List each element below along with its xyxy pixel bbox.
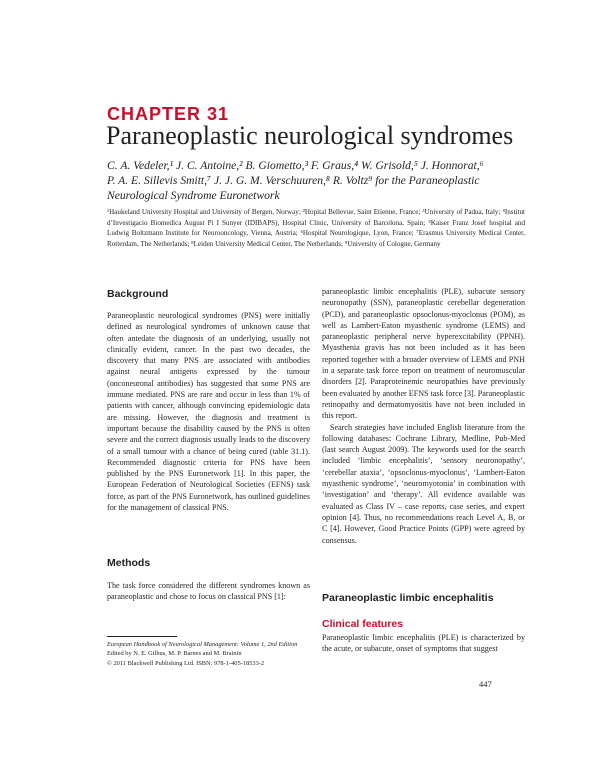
author-line: P. A. E. Sillevis Smitt,⁷ J. J. G. M. Verschuuren,⁸ R. Voltz⁹ for the Paraneoplastic [107, 174, 480, 187]
page-number: 447 [479, 679, 492, 689]
clinical-paragraph: Paraneoplastic limbic encephalitis (PLE) is characterized by the acute, or subacute, onset of symptoms that suggest [322, 633, 525, 654]
footnote [107, 640, 317, 668]
right-column [322, 286, 525, 546]
methods-paragraph: The task force considered the different syndromes known as paraneoplastic and chose to focus on classical PNS [1]: [107, 581, 310, 602]
paragraph: Search strategies have included English literature from the following databases: Cochrane Library, Medline, Pub-Med (last search August 2009). The keywords used for the search included ‘limbic encephalitis’, ‘sensory neuronopathy’, ‘cerebellar ataxia’, ‘opsoclonus-myoclonus’, ‘Lambert-Eaton myasthenic syndrome’, ‘neuromyotonia’ in combination with ‘investigation’ and ‘therapy’. All evidence available was evaluated as Class IV – case reports, case series, and expert opinion [4]. Thus, no recommendations reach Level A, B, or C [4]. However, Good Practice Points (GPP) were agreed by consensus. [322, 422, 525, 545]
chapter-label: CHAPTER 31 [107, 104, 230, 124]
footnote-rule [107, 636, 177, 637]
background-heading: Background [107, 288, 169, 300]
methods-heading: Methods [107, 557, 151, 569]
clinical-column [322, 632, 525, 655]
author-list [107, 158, 507, 203]
author-line: Neurological Syndrome Euronetwork [107, 189, 280, 202]
paragraph: paraneoplastic limbic encephalitis (PLE), subacute sensory neuronopathy (SSN), paraneoplastic cerebellar degeneration (PCD), and paraneoplastic opsoclonus-myoclonus (POM), as well as Lambert-Eaton myasthenic syndrome (LEMS) and paraneoplastic peripheral nerve hyperexcitability (PPNH). Myasthenia gravis has not been included as it has been reported together with a broader overview of LEMS and PNH in a separate task force report on treatment of neuromuscular disorders [2]. Paraproteinemic neuropathies have previously been evaluated by another EFNS task force [3]. Paraneoplastic retinopathy and dermatomyositis have not been included in this report. [322, 287, 525, 421]
copyright: © 2011 Blackwell Publishing Ltd. ISBN: 978-1-405-18533-2 [107, 659, 265, 667]
book-title: European Handbook of Neurological Management: Volume 1, 2nd Edition [107, 641, 298, 648]
section-heading: Paraneoplastic limbic encephalitis [322, 592, 494, 604]
author-line: C. A. Vedeler,¹ J. C. Antoine,² B. Giometto,³ F. Graus,⁴ W. Grisold,⁵ J. Honnorat,⁶ [107, 159, 484, 172]
methods-column [107, 580, 310, 603]
background-paragraph: Paraneoplastic neurological syndromes (PNS) were initially defined as neurological syndromes of unknown cause that often antedate the diagnosis of an underlying, usually not clinically evident, cancer. In the past two decades, the discovery that many PNS are associated with antibodies against neural antigens expressed by the tumour (onconeuronal antibodies) has suggested that some PNS are immune mediated. PNS are rare and occur in less than 1% of patients with cancer, although convincing epidemiologic data are missing. However, the diagnosis and treatment is important because the disability caused by the PNS is often severe and the correct diagnosis usually leads to the discovery of a small tumour with a chance of being cured (table 31.1). Recommended diagnostic criteria for PNS have been published by the PNS Euronetwork [1]. In this paper, the European Federation of Neurological Societies (EFNS) task force, as part of the PNS Euronetwork, has outlined guidelines for the management of classical PNS. [107, 311, 310, 513]
chapter-title: Paraneoplastic neurological syndromes [106, 121, 514, 150]
affiliations: ¹Haukeland University Hospital and University of Bergen, Norway; ²Hopital Bellevue, Saint Etienne, France; ³University of Padua, Italy; ⁴Institut d’Investigacio Biomedica August Pi I Sunyer (IDIBAPS), Hospital Clinic, University of Barcelona, Spain; ⁵Kaiser Franz Josef hospital and Ludwig Boltzmann Institute for Neurooncology, Vienna, Austria; ⁶Hospital Neurologique, Lyon, France; ⁷Erasmus University Medical Center, Rotterdam, The Netherlands; ⁸Leiden University Medical Center, The Netherlands; ⁹University of Cologne, Germany [107, 208, 525, 248]
subsection-heading: Clinical features [322, 618, 404, 630]
left-column [107, 310, 310, 513]
editors: Edited by N. E. Gilhus, M. P. Barnes and M. Brainin [107, 650, 242, 658]
